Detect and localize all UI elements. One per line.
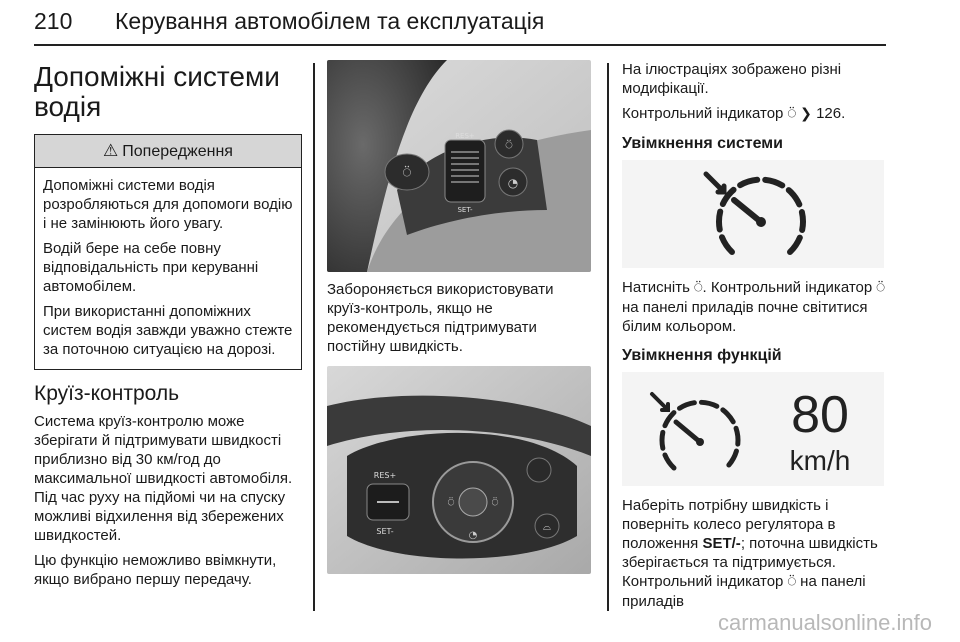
- set-speed-value: 80: [791, 386, 849, 444]
- cruise-caution-paragraph: Забороняється використовувати круїз-контроль, якщо не рекомендується підтримувати постійну швидкість.: [327, 281, 554, 355]
- set-speed-paragraph: Наберіть потрібну швидкість і поверніть колесо регулятора в положення SET/-; поточна швидкість зберігається та підтримується. Контрольний індикатор ⍥ на панелі приладів: [622, 497, 878, 610]
- steering-wheel-photo-1: [327, 60, 591, 272]
- watermark: carmanualsonline.info: [717, 610, 932, 635]
- svg-text:⍥: ⍥: [505, 138, 513, 152]
- column-1: [34, 50, 302, 595]
- svg-text:⌓: ⌓: [543, 522, 551, 533]
- warning-paragraph: При використанні допоміжних систем водія завжди уважно стежте за поточною ситуацією на дорозі.: [43, 303, 293, 358]
- warning-body: [35, 168, 301, 369]
- system-on-heading: Увімкнення системи: [622, 135, 783, 152]
- press-paragraph: Натисніть ⍥. Контрольний індикатор ⍥ на панелі приладів почне світитися білим кольором.: [622, 279, 885, 335]
- warning-paragraph: Водій бере на себе повну відповідальність при керуванні автомобілем.: [43, 240, 259, 295]
- column-divider-2: [607, 63, 609, 611]
- steering-wheel-photo-2: [327, 366, 591, 574]
- svg-text:⍥: ⍥: [491, 496, 499, 509]
- warning-header: [35, 135, 301, 168]
- svg-text:◔: ◔: [507, 176, 519, 190]
- svg-text:SET-: SET-: [457, 206, 473, 214]
- cruise-control-heading: Круїз-контроль: [34, 382, 180, 405]
- svg-text:RES+: RES+: [455, 132, 475, 140]
- variants-paragraph: На ілюстраціях зображено різні модифікації.: [622, 61, 842, 97]
- warning-paragraph: Допоміжні системи водія розробляються для допомоги водію і не замінюють його увагу.: [43, 177, 293, 232]
- cruise-indicator-icon: ⍥: [694, 280, 703, 296]
- svg-text:RES+: RES+: [373, 471, 397, 480]
- column-3: [622, 60, 886, 617]
- warning-icon: ⚠: [103, 141, 119, 160]
- section-title: Допоміжні системи водія: [34, 61, 280, 122]
- header-rule: [34, 44, 886, 46]
- cruise-illustration: [622, 160, 884, 268]
- cruise-indicator-icon: ⍥: [876, 280, 885, 296]
- cruise-paragraph-2: Цю функцію неможливо ввімкнути, якщо вибрано першу передачу.: [34, 552, 277, 588]
- svg-text:⍥: ⍥: [402, 165, 412, 181]
- warning-box: [34, 134, 302, 370]
- column-2: [327, 60, 593, 582]
- svg-text:◔: ◔: [468, 530, 478, 541]
- set-speed-unit: km/h: [789, 445, 851, 476]
- warning-title: Попередження: [122, 143, 233, 160]
- cruise-indicator-icon: ⍥: [787, 574, 796, 590]
- column-divider-1: [313, 63, 315, 611]
- page-number: 210: [34, 8, 73, 34]
- functions-on-heading: Увімкнення функцій: [622, 347, 782, 364]
- svg-text:SET-: SET-: [376, 527, 394, 536]
- cruise-paragraph-1: Система круїз-контролю може зберігати й підтримувати швидкості приблизно від 30 км/год до максимальної швидкості автомобіля. Під час руху на підйомі чи на спуску можливі відхилення від збережених швидкостей.: [34, 413, 293, 544]
- speedometer-icon: [622, 160, 884, 268]
- indicator-ref-paragraph: Контрольний індикатор ⍥ ❯ 126.: [622, 105, 846, 122]
- speed-illustration: [622, 372, 884, 486]
- speedometer-icon: [652, 394, 738, 468]
- chapter-title: Керування автомобілем та експлуатація: [115, 8, 545, 34]
- page-reference-icon: ❯: [800, 106, 812, 122]
- svg-text:⍥: ⍥: [447, 496, 455, 509]
- cruise-indicator-icon: ⍥: [787, 106, 796, 122]
